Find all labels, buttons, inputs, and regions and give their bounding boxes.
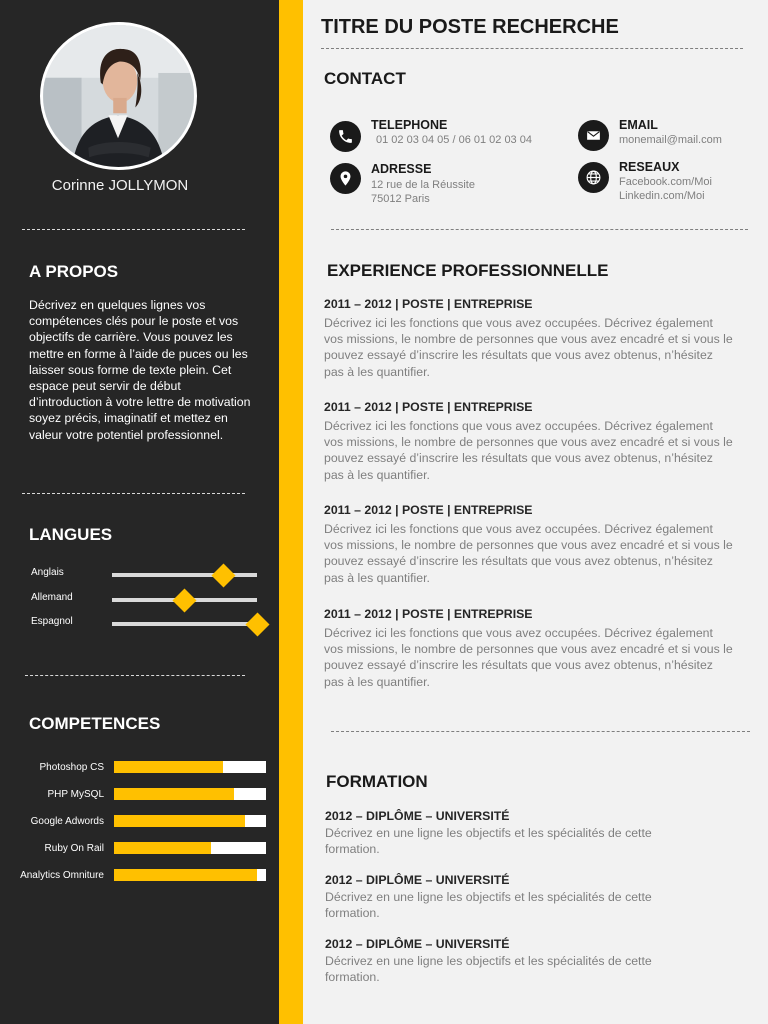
phone-value: 01 02 03 04 05 / 06 01 02 03 04 bbox=[376, 134, 532, 146]
experience-title: 2011 – 2012 | POSTE | ENTREPRISE bbox=[324, 297, 533, 311]
language-level-marker bbox=[212, 563, 236, 587]
main-content bbox=[303, 0, 768, 1024]
experience-description: Décrivez ici les fonctions que vous avez occupées. Décrivez également vos missions, le nombre de personnes que vous avez encadré et si vous le pouvez essayé d’inscrire les résultats que vous avez obtenus, n’hésitez pas à les quantifier. bbox=[324, 522, 733, 585]
experience-title: 2011 – 2012 | POSTE | ENTREPRISE bbox=[324, 503, 533, 517]
about-heading: A PROPOS bbox=[29, 262, 119, 281]
experience-description: Décrivez ici les fonctions que vous avez occupées. Décrivez également vos missions, le nombre de personnes que vous avez encadré et si vous le pouvez essayé d’inscrire les résultats que vous avez obtenus, n’hésitez pas à les quantifier. bbox=[324, 419, 733, 482]
language-label: Espagnol bbox=[31, 616, 73, 627]
skill-bar bbox=[114, 761, 266, 773]
divider bbox=[25, 675, 245, 676]
education-description: Décrivez en une ligne les objectifs et les spécialités de cette formation. bbox=[325, 954, 652, 985]
skill-bar bbox=[114, 788, 266, 800]
skill-label: Google Adwords bbox=[30, 816, 104, 827]
skill-bar bbox=[114, 842, 266, 854]
networks-linkedin[interactable]: Linkedin.com/Moi bbox=[619, 190, 705, 202]
skill-label: PHP MySQL bbox=[47, 789, 104, 800]
education-title: 2012 – DIPLÔME – UNIVERSITÉ bbox=[325, 809, 510, 823]
sidebar bbox=[0, 0, 279, 1024]
about-text: Décrivez en quelques lignes vos compétences clés pour le poste et vos objectifs de carrière. Vous pouvez les mettre en forme à l’aide de puces ou les laisser sous forme de texte plein. Cet espace peut servir de début d’introduction à votre lettre de motivation soyez précis, imaginatif et mettez en valeur votre potentiel professionnel. bbox=[29, 298, 251, 442]
location-icon bbox=[330, 163, 361, 194]
email-value[interactable]: monemail@mail.com bbox=[619, 134, 722, 146]
address-line2: 75012 Paris bbox=[371, 193, 430, 205]
contact-heading: CONTACT bbox=[324, 69, 406, 88]
experience-title: 2011 – 2012 | POSTE | ENTREPRISE bbox=[324, 400, 533, 414]
networks-facebook[interactable]: Facebook.com/Moi bbox=[619, 176, 712, 188]
experience-description: Décrivez ici les fonctions que vous avez occupées. Décrivez également vos missions, le nombre de personnes que vous avez encadré et si vous le pouvez essayé d’inscrire les résultats que vous avez obtenus, n’hésitez pas à les quantifier. bbox=[324, 316, 733, 379]
experience-title: 2011 – 2012 | POSTE | ENTREPRISE bbox=[324, 607, 533, 621]
divider bbox=[22, 229, 245, 230]
divider bbox=[331, 731, 750, 732]
address-line1: 12 rue de la Réussite bbox=[371, 179, 475, 191]
education-description: Décrivez en une ligne les objectifs et les spécialités de cette formation. bbox=[325, 890, 652, 921]
skill-bar bbox=[114, 869, 266, 881]
language-label: Allemand bbox=[31, 592, 73, 603]
networks-label: RESEAUX bbox=[619, 160, 680, 174]
education-description: Décrivez en une ligne les objectifs et les spécialités de cette formation. bbox=[325, 826, 652, 857]
language-track bbox=[112, 622, 257, 626]
experience-description: Décrivez ici les fonctions que vous avez occupées. Décrivez également vos missions, le nombre de personnes que vous avez encadré et si vous le pouvez essayé d’inscrire les résultats que vous avez obtenus, n’hésitez pas à les quantifier. bbox=[324, 626, 733, 689]
skill-label: Ruby On Rail bbox=[44, 843, 104, 854]
divider bbox=[331, 229, 748, 230]
experience-heading: EXPERIENCE PROFESSIONNELLE bbox=[327, 261, 609, 280]
language-label: Anglais bbox=[31, 567, 64, 578]
skill-bar-fill bbox=[114, 788, 234, 800]
education-heading: FORMATION bbox=[326, 772, 428, 791]
email-label: EMAIL bbox=[619, 118, 658, 132]
education-title: 2012 – DIPLÔME – UNIVERSITÉ bbox=[325, 873, 510, 887]
profile-photo bbox=[40, 22, 197, 170]
skill-bar bbox=[114, 815, 266, 827]
education-title: 2012 – DIPLÔME – UNIVERSITÉ bbox=[325, 937, 510, 951]
accent-stripe bbox=[279, 0, 303, 1024]
language-level-marker bbox=[245, 612, 269, 636]
divider bbox=[321, 48, 743, 49]
profile-name: Corinne JOLLYMON bbox=[51, 177, 189, 194]
phone-icon bbox=[330, 121, 361, 152]
skill-bar-fill bbox=[114, 869, 257, 881]
skills-heading: COMPETENCES bbox=[29, 714, 161, 733]
skill-label: Analytics Omniture bbox=[20, 870, 104, 881]
divider bbox=[22, 493, 245, 494]
phone-label: TELEPHONE bbox=[371, 118, 448, 132]
job-title: TITRE DU POSTE RECHERCHE bbox=[321, 16, 619, 38]
languages-heading: LANGUES bbox=[29, 525, 113, 544]
skill-bar-fill bbox=[114, 815, 245, 827]
email-icon bbox=[578, 120, 609, 151]
skill-bar-fill bbox=[114, 842, 211, 854]
language-level-marker bbox=[172, 588, 196, 612]
globe-icon bbox=[578, 162, 609, 193]
skill-label: Photoshop CS bbox=[39, 762, 104, 773]
address-label: ADRESSE bbox=[371, 162, 432, 176]
portrait-image bbox=[43, 25, 194, 167]
skill-bar-fill bbox=[114, 761, 223, 773]
